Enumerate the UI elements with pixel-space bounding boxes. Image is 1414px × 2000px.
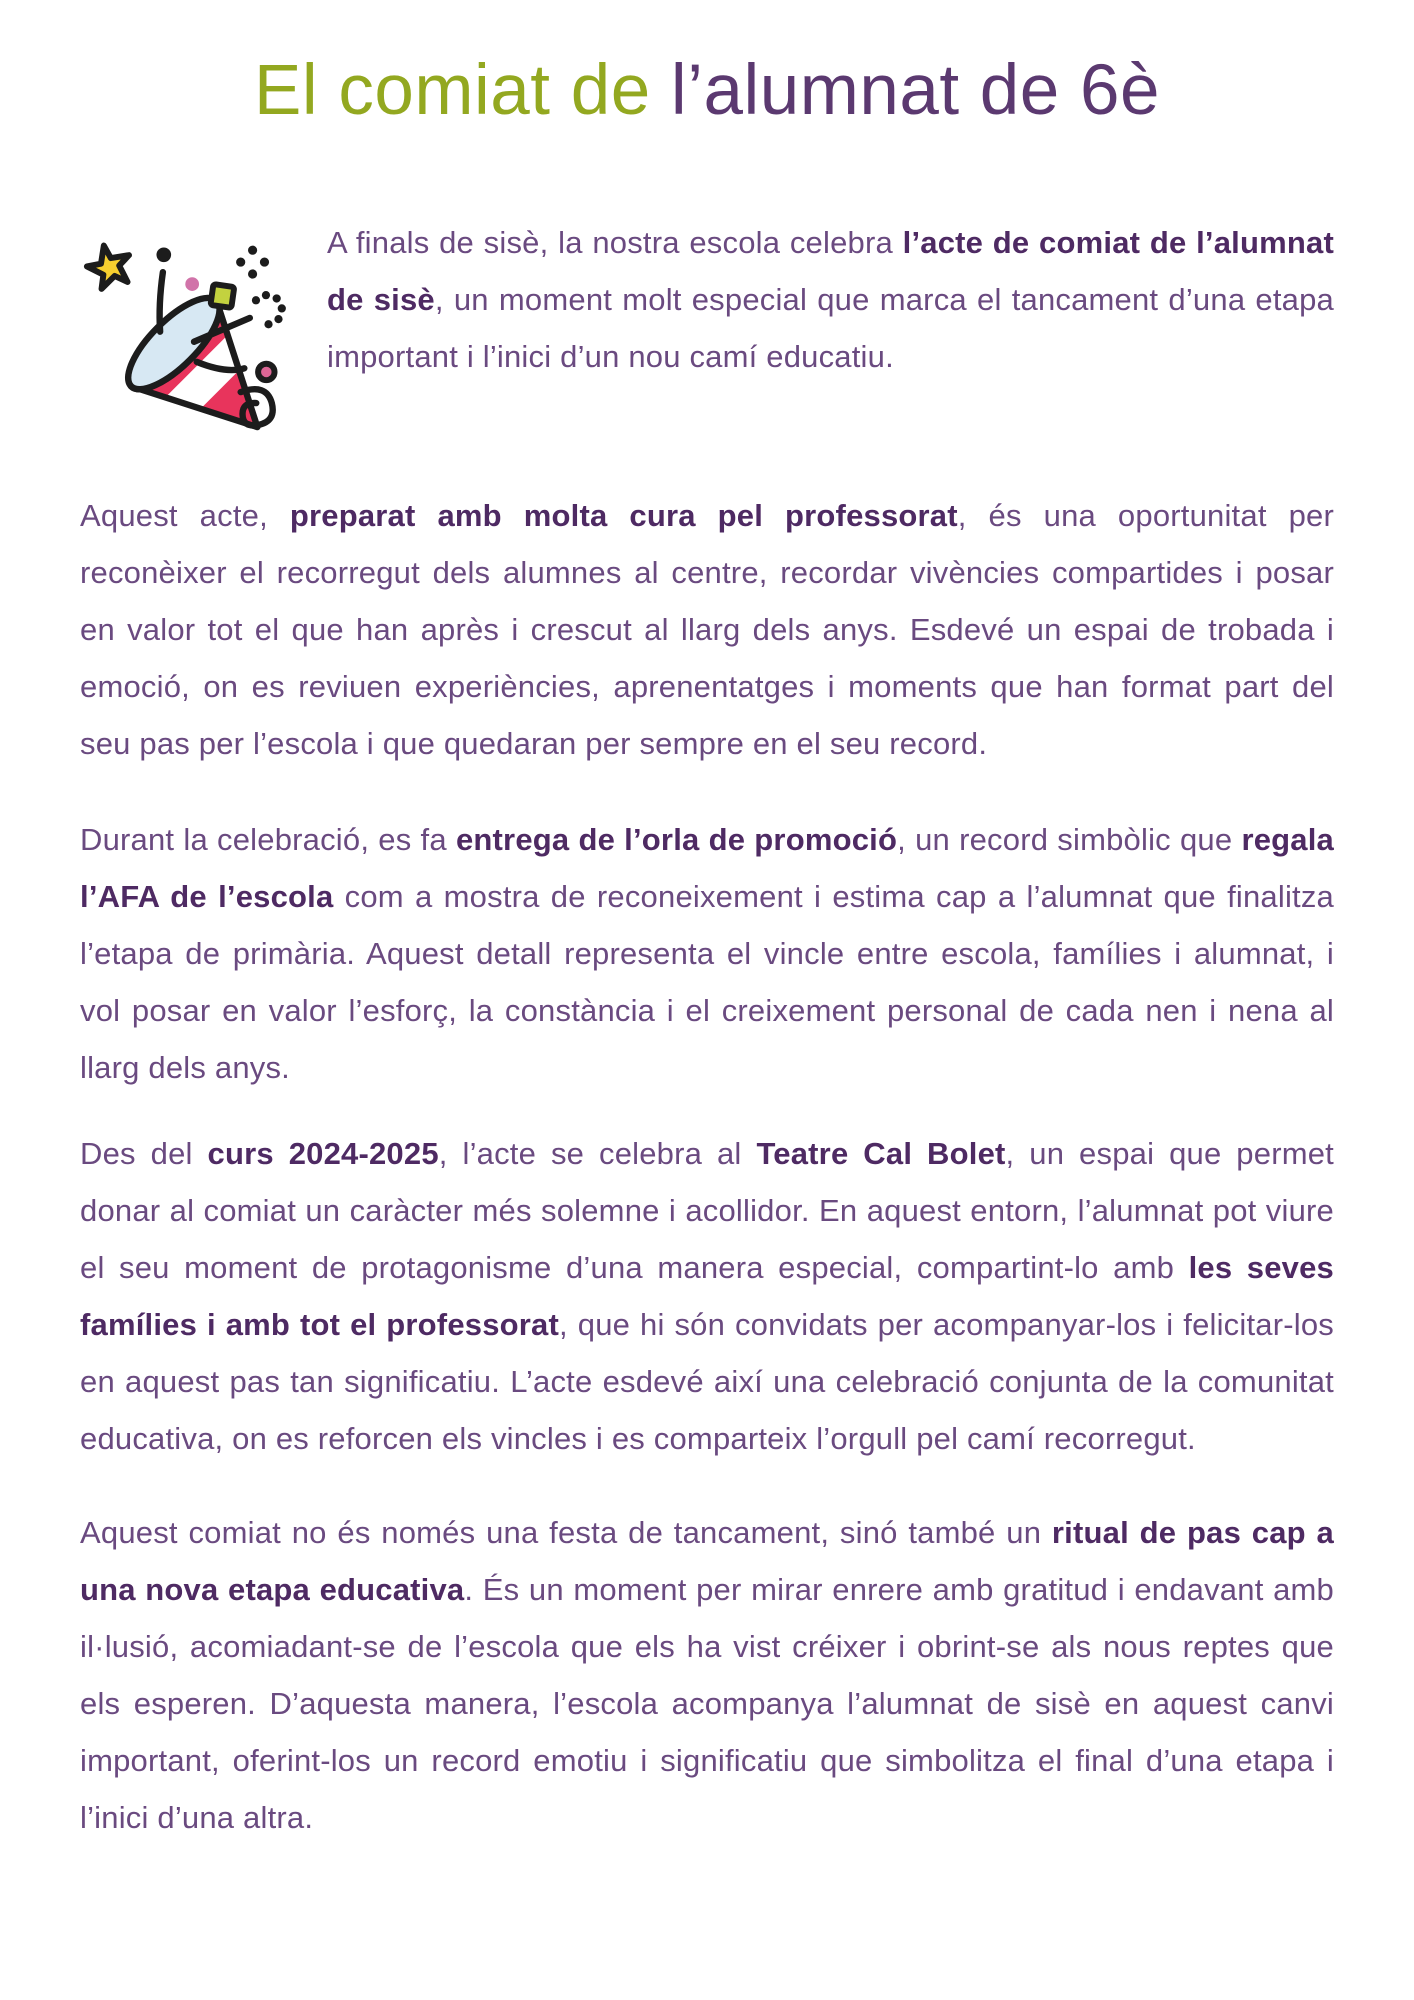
paragraph-orla: Durant la celebració, es fa entrega de l’orla de promoció, un record simbòlic que regala l’AFA de l’escola com a mostra de reconeixement i estima cap a l’alumnat que finalitza l’etapa de primària. Aquest detall representa el vincle entre escola, famílies i alumnat, i vol posar en valor l’esforç, la constància i el creixement personal de cada nen i nena al llarg dels anys.	[80, 822, 1334, 1086]
title-part-green: El comiat de	[254, 51, 671, 130]
document-body	[80, 487, 1334, 1846]
paragraph-teatre: Des del curs 2024-2025, l’acte se celebra al Teatre Cal Bolet, un espai que permet donar al comiat un caràcter més solemne i acollidor. En aquest entorn, l’alumnat pot viure el seu moment de protagonisme d’una manera especial, compartint-lo amb les seves famílies i amb tot el professorat, que hi són convidats per acompanyar-los i felicitar-los en aquest pas tan significatiu. L’acte esdevé així una celebració conjunta de la comunitat educativa, on es reforcen els vincles i es comparteix l’orgull pel camí recorregut.	[80, 1136, 1334, 1457]
party-popper-icon	[75, 220, 313, 458]
party-popper-illustration	[75, 220, 313, 458]
title-part-purple: l’alumnat de 6è	[670, 51, 1160, 130]
paragraph-act: Aquest acte, preparat amb molta cura pel professorat, és una oportunitat per reconèixer el recorregut dels alumnes al centre, recordar vivències compartides i posar en valor tot el que han après i crescut al llarg dels anys. Esdevé un espai de trobada i emoció, on es reviuen experiències, aprenentatges i moments que han format part del seu pas per l’escola i que quedaran per sempre en el seu record.	[80, 498, 1334, 762]
paragraph-ritual: Aquest comiat no és només una festa de tancament, sinó també un ritual de pas cap a una nova etapa educativa. És un moment per mirar enrere amb gratitud i endavant amb il·lusió, acomiadant-se de l’escola que els ha vist créixer i obrint-se als nous reptes que els esperen. D’aquesta manera, l’escola acompanya l’alumnat de sisè en aquest canvi important, oferint-los un record emotiu i significatiu que simbolitza el final d’una etapa i l’inici d’una altra.	[80, 1515, 1334, 1836]
page-title	[0, 52, 1414, 130]
intro-section	[75, 210, 1334, 458]
intro-paragraph: A finals de sisè, la nostra escola celebra l’acte de comiat de l’alumnat de sisè, un moment molt especial que marca el tancament d’una etapa important i l’inici d’un nou camí educatiu.	[327, 225, 1334, 375]
